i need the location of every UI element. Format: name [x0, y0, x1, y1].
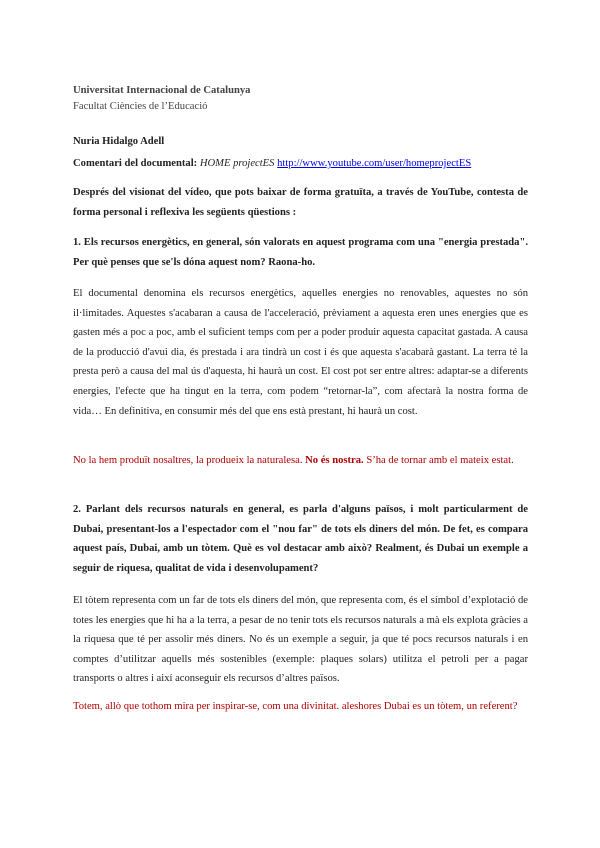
documentary-title: HOME projectES	[199, 158, 275, 169]
author-name: Nuria Hidalgo Adell	[73, 136, 165, 147]
answer-1: El documental denomina els recursos energètics, aquelles energies no renovables, aquestes no són il·limitades. Aquestes s'acabaran a causa de l'acceleració, prèviament a aquesta eren unes energies que es gasten més a poc a poc, amb el suficient temps com per a poder produir aquesta capacitat gastada. A causa de la producció d'avui dia, és prestada i ara tindrà un cost i és que aquesta s'acabarà gastant. La terra té la presta però a causa del mal ús d'aquesta, hi haurà un cost. El cost pot ser entre altres: adaptar-se a diferents energies, l'efecte que ha tingut en la terra, com podem “retornar-la”, com afectarà la nostra forma de vida… En definitiva, en consumir més del que ens està prestant, hi haurà un cost.	[73, 288, 528, 417]
comment-label: Comentari del documental:	[73, 158, 198, 169]
feedback-1-bold: No és nostra.	[305, 455, 364, 466]
intro-instructions: Després del visionat del vídeo, que pots baixar de forma gratuïta, a través de YouTube, contesta de forma personal i reflexiva les següents qüestions :	[73, 187, 528, 218]
feedback-1	[73, 451, 528, 471]
faculty-name: Facultat Ciències de l’Educació	[73, 101, 208, 112]
answer-2: El tòtem representa com un far de tots els diners del món, que representa com, és el símbol d’explotació de totes les energies que hi ha a la terra, a pesar de no tenir tots els recursos naturals a mà els explota gràcies a la riquesa que té per assolir més diners. No és un exemple a seguir, ja que té pocs recursos naturals i en comptes d’utilitzar aquells més sostenibles (exemple: plaques solars) utilitza el petroli per a pagar transports o altres i així aconseguir els recursos d’altres països.	[73, 595, 528, 685]
feedback-1-a: No la hem produït nosaltres, la produeix la naturalesa.	[73, 455, 306, 466]
feedback-2: Totem, allò que tothom mira per inspirar-se, com una divinitat. aleshores Dubai es un tòtem, un referent?	[73, 701, 518, 712]
question-1: 1. Els recursos energètics, en general, són valorats en aquest programa com una "energia prestada". Per què penses que se'ls dóna aquest nom? Raona-ho.	[73, 237, 528, 268]
feedback-1-b: S’ha de tornar amb el mateix estat.	[363, 455, 514, 466]
university-name: Universitat Internacional de Catalunya	[73, 85, 251, 96]
comment-line	[73, 158, 528, 169]
youtube-link[interactable]: http://www.youtube.com/user/homeprojectES	[277, 158, 472, 169]
question-2: 2. Parlant dels recursos naturals en general, es parla d'alguns països, i molt particularment de Dubai, presentant-los a l'espectador com el "nou far" de tots els diners del món. De fet, es compara aquest país, Dubai, amb un tòtem. Què es vol destacar amb això? Realment, és Dubai un exemple a seguir de riquesa, qualitat de vida i desenvolupament?	[73, 504, 528, 574]
